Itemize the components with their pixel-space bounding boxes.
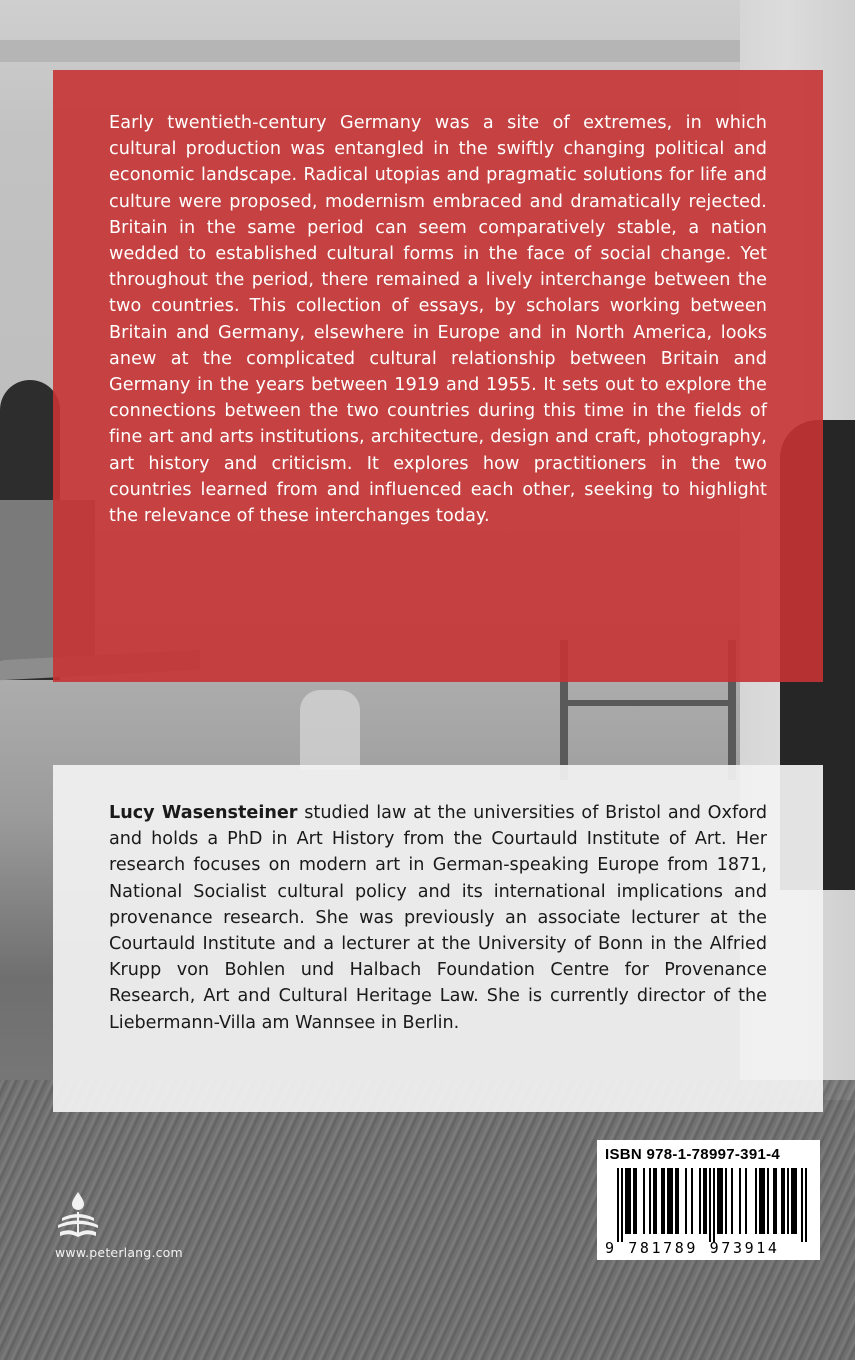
barcode-bar (719, 1168, 721, 1234)
barcode-bar (725, 1168, 727, 1234)
barcode-bar (627, 1168, 629, 1234)
barcode-bar (655, 1168, 657, 1234)
author-bio-panel (53, 765, 823, 1112)
barcode-bar (721, 1168, 723, 1234)
barcode-bar (621, 1168, 623, 1242)
author-bio-body: studied law at the universities of Bristol and Oxford and holds a PhD in Art History from the Courtauld Institute of Art. Her research focuses on modern art in German-speaking Europe from 1871, National Socialist cultural policy and its international implications and provenance research. She was previously an associate lecturer at the Courtauld Institute and a lecturer at the University of Bonn in the Alfried Krupp von Bohlen und Halbach Foundation Centre for Provenance Research, Art and Cultural Heritage Law. She is currently director of the Liebermann-Villa am Wannsee in Berlin. (109, 803, 767, 1033)
barcode-bar (675, 1168, 677, 1234)
barcode-bar (677, 1168, 679, 1234)
barcode-bar (783, 1168, 785, 1234)
barcode-bar (775, 1168, 777, 1234)
barcode-digits: 9 781789 973914 (605, 1239, 780, 1257)
barcode-bar (755, 1168, 757, 1234)
publisher-website: www.peterlang.com (55, 1245, 183, 1260)
barcode-bar (699, 1168, 701, 1234)
barcode-bar (717, 1168, 719, 1234)
barcode-bar (731, 1168, 733, 1234)
barcode-bar (805, 1168, 807, 1242)
background-distant-figure (300, 690, 360, 770)
barcode-bar (633, 1168, 635, 1234)
barcode-bar (709, 1168, 711, 1242)
barcode-bar (643, 1168, 645, 1234)
peter-lang-logo-icon (48, 1188, 108, 1248)
barcode-bar (781, 1168, 783, 1234)
author-bio-text (109, 800, 767, 1036)
barcode-bar (801, 1168, 803, 1242)
barcode-bar (705, 1168, 707, 1234)
barcode-bar (663, 1168, 665, 1234)
barcode-bar (667, 1168, 669, 1234)
barcode-bar (617, 1168, 619, 1242)
background-band (0, 40, 855, 62)
barcode-bar (767, 1168, 769, 1234)
barcode-bar (739, 1168, 741, 1234)
isbn-barcode (597, 1140, 820, 1260)
barcode-bar (671, 1168, 673, 1234)
barcode-bar (745, 1168, 747, 1234)
barcode-bar (685, 1168, 687, 1234)
barcode-bar (773, 1168, 775, 1234)
barcode-bar (761, 1168, 763, 1234)
background-chair-rail (560, 700, 736, 706)
barcode-bar (653, 1168, 655, 1234)
barcode-bar (759, 1168, 761, 1234)
barcode-bar (703, 1168, 705, 1234)
barcode-bar (791, 1168, 793, 1234)
description-text: Early twentieth-century Germany was a site of extremes, in which cultural production was entangled in the swiftly changing political and economic landscape. Radical utopias and pragmatic solutions for life and culture were proposed, modernism embraced and dramatically rejected. Britain in the same period can seem comparatively stable, a nation wedded to established cultural forms in the face of social change. Yet throughout the period, there remained a lively interchange between the two countries. This collection of essays, by scholars working between Britain and Germany, elsewhere in Europe and in North America, looks anew at the complicated cultural relationship between Britain and Germany in the years between 1919 and 1955. It sets out to explore the connections between the two countries during this time in the fields of fine art and arts institutions, architecture, design and craft, photography, art history and criticism. It explores how practitioners in the two countries learned from and influenced each other, seeking to highlight the relevance of these interchanges today. (109, 113, 767, 527)
barcode-bar (629, 1168, 631, 1234)
isbn-label: ISBN 978-1-78997-391-4 (605, 1146, 781, 1163)
barcode-bar (625, 1168, 627, 1234)
barcode-bar (661, 1168, 663, 1234)
barcode-bar (795, 1168, 797, 1234)
barcode-bar (669, 1168, 671, 1234)
barcode-bar (787, 1168, 789, 1234)
barcode-bars (605, 1168, 812, 1242)
barcode-bar (691, 1168, 693, 1234)
barcode-bar (793, 1168, 795, 1234)
description-panel (53, 70, 823, 682)
barcode-bar (763, 1168, 765, 1234)
barcode-bar (713, 1168, 715, 1242)
barcode-bar (635, 1168, 637, 1234)
barcode-bar (649, 1168, 651, 1234)
author-name: Lucy Wasensteiner (109, 803, 298, 823)
